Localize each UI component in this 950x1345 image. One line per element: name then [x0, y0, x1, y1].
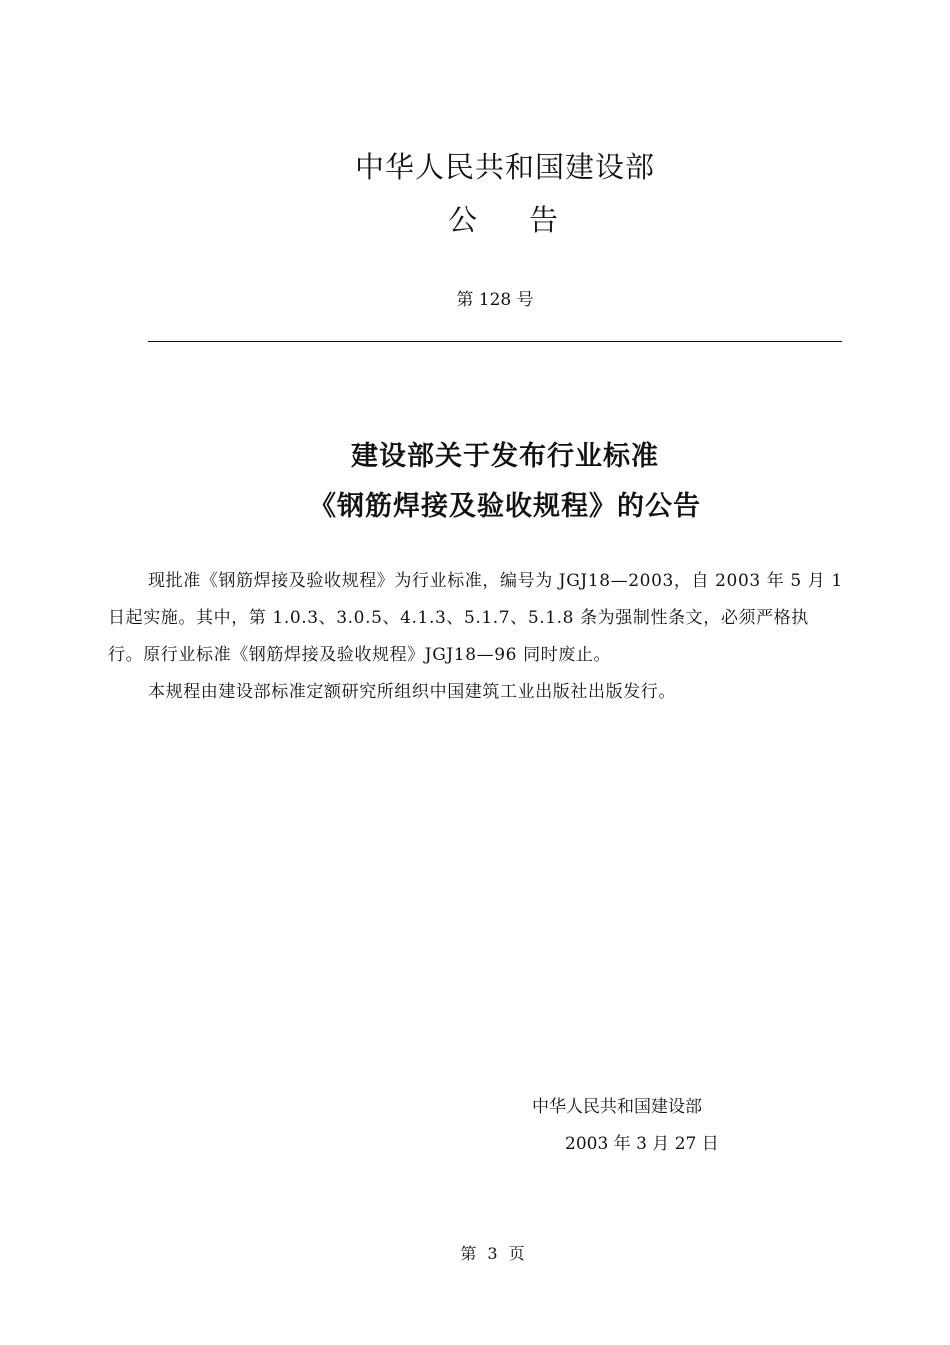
announcement-title-line-2: 《钢筋焊接及验收规程》的公告: [309, 491, 701, 522]
announcement-number: 第 128 号: [456, 290, 534, 310]
issuer-heading: 中华人民共和国建设部: [354, 150, 655, 184]
document-type-heading: 公告: [448, 203, 611, 237]
page-number: 第 3 页: [460, 1244, 525, 1263]
announcement-title-line-1: 建设部关于发布行业标准: [351, 441, 659, 472]
body-paragraph-1: 现批准《钢筋焊接及验收规程》为行业标准，编号为 JGJ18—2003，自 2003 年 5 月 1 日起实施。其中，第 1.0.3、3.0.5、4.1.3、5.1.7、5.1.8 条为强制性条文，必须严格执行。原行业标准《钢筋焊接及验收规程》JGJ18—96 同时废止。: [108, 571, 843, 665]
signature-date: 2003 年 3 月 27 日: [565, 1134, 719, 1154]
header-divider: [148, 341, 842, 342]
body-paragraph-2: 本规程由建设部标准定额研究所组织中国建筑工业出版社出版发行。: [148, 682, 676, 702]
signature-organization: 中华人民共和国建设部: [532, 1097, 702, 1117]
